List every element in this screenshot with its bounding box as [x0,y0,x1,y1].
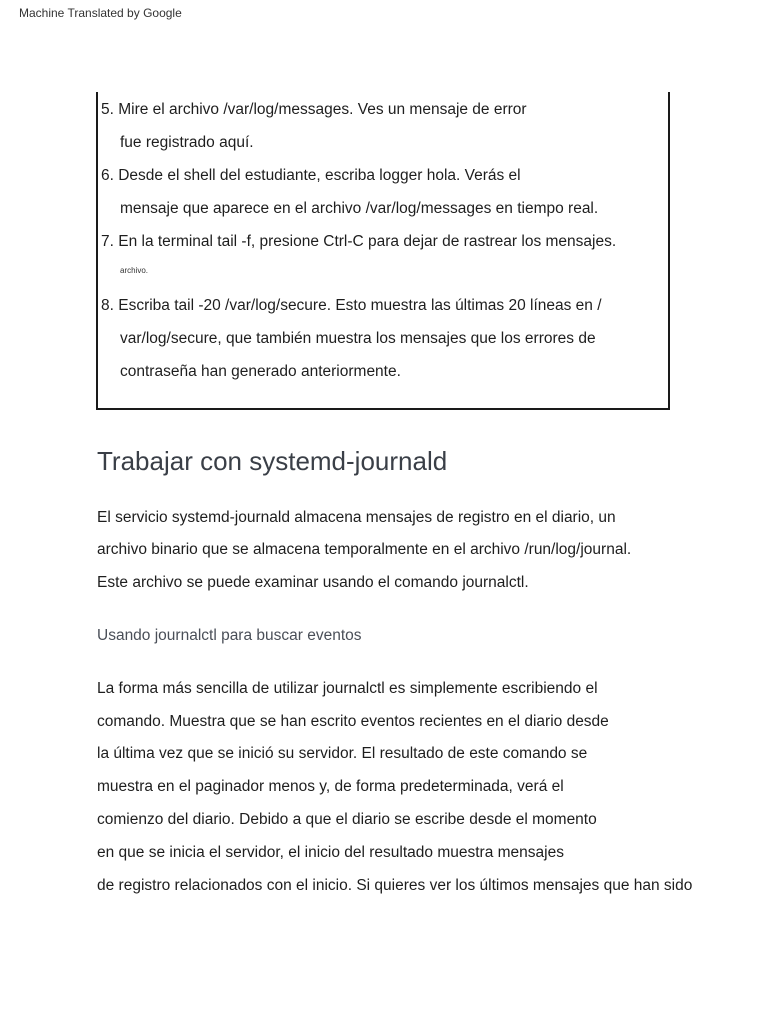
intro-line-3: Este archivo se puede examinar usando el comando journalctl. [97,574,529,591]
step-8-line-1: 8. Escriba tail -20 /var/log/secure. Esto muestra las últimas 20 líneas en / [101,297,602,314]
step-8-line-3: contraseña han generado anteriormente. [120,363,401,380]
body-line-5: comienzo del diario. Debido a que el diario se escribe desde el momento [97,811,597,828]
section-title: Trabajar con systemd-journald [97,446,448,476]
body-line-6: en que se inicia el servidor, el inicio del resultado muestra mensajes [97,844,564,861]
step-5-line-2: fue registrado aquí. [120,134,254,151]
body-line-4: muestra en el paginador menos y, de forma predeterminada, verá el [97,778,564,795]
step-7-line-1: 7. En la terminal tail -f, presione Ctrl-C para dejar de rastrear los mensajes. [101,233,617,250]
body-line-3: la última vez que se inició su servidor. El resultado de este comando se [97,745,588,762]
machine-translation-banner: Machine Translated by Google [19,6,182,20]
intro-line-2: archivo binario que se almacena temporalmente en el archivo /run/log/journal. [97,541,632,558]
step-6-line-1: 6. Desde el shell del estudiante, escriba logger hola. Verás el [101,167,521,184]
step-8-line-2: var/log/secure, que también muestra los mensajes que los errores de [120,330,596,347]
step-5-line-1: 5. Mire el archivo /var/log/messages. Ves un mensaje de error [101,101,527,118]
section-subtitle: Usando journalctl para buscar eventos [97,627,362,644]
body-line-2: comando. Muestra que se han escrito eventos recientes en el diario desde [97,713,609,730]
body-line-1: La forma más sencilla de utilizar journalctl es simplemente escribiendo el [97,680,598,697]
step-6-line-2: mensaje que aparece en el archivo /var/log/messages en tiempo real. [120,200,599,217]
body-line-7: de registro relacionados con el inicio. Si quieres ver los últimos mensajes que han sido [97,877,693,894]
intro-line-1: El servicio systemd-journald almacena mensajes de registro en el diario, un [97,509,616,526]
step-7-line-2: archivo. [120,266,149,275]
